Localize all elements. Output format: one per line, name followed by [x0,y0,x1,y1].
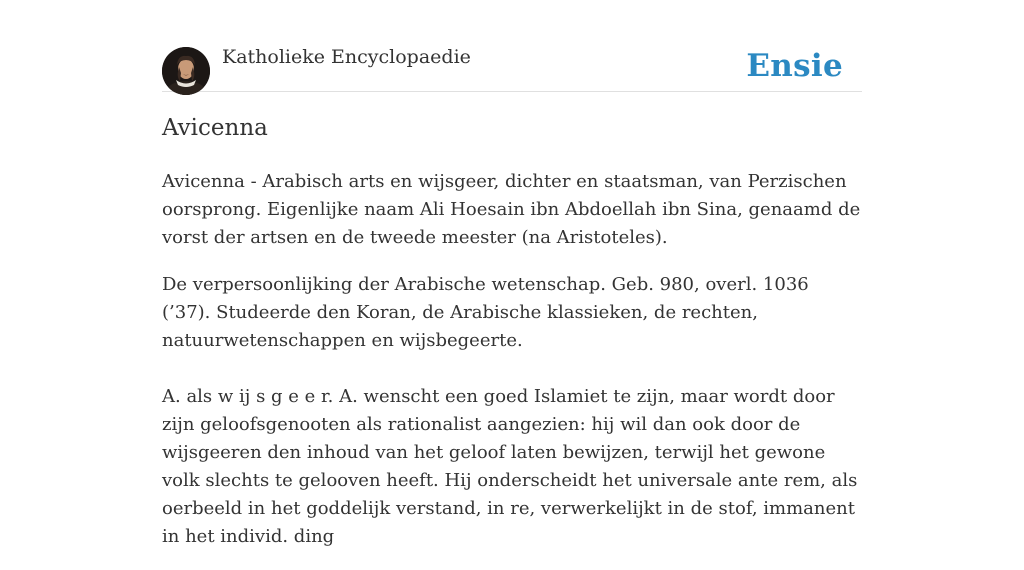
site-header [162,40,862,92]
ensie-logo[interactable]: Ensie [746,48,843,84]
article-paragraph: A. als w ij s g e e r. A. wenscht een goed Islamiet te zijn, maar wordt door zijn geloofsgenooten als rationalist aangezien: hij wil dan ook door de wijsgeeren den inhoud van het geloof laten bewijzen, terwijl het gewone volk slechts te gelooven heeft. Hij onderscheidt het universale ante rem, als oerbeeld in het goddelijk verstand, in re, verwerkelijkt in de stof, immanent in het individ. ding [162,386,858,547]
portrait-avatar-icon[interactable] [162,47,210,95]
article-paragraph: De verpersoonlijking der Arabische wetenschap. Geb. 980, overl. 1036 (’37). Studeerde den Koran, de Arabische klassieken, de rechten, natuurwetenschappen en wijsbegeerte. [162,274,809,351]
article-paragraph: Avicenna - Arabisch arts en wijsgeer, dichter en staatsman, van Perzischen oorsprong. Eigenlijke naam Ali Hoesain ibn Abdoellah ibn Sina, genaamd de vorst der artsen en de tweede meester (na Aristoteles). [162,171,861,248]
article-body [162,168,862,570]
article-title: Avicenna [162,115,268,141]
paragraph-spacer [162,355,862,383]
site-name[interactable]: Katholieke Encyclopaedie [222,46,471,68]
